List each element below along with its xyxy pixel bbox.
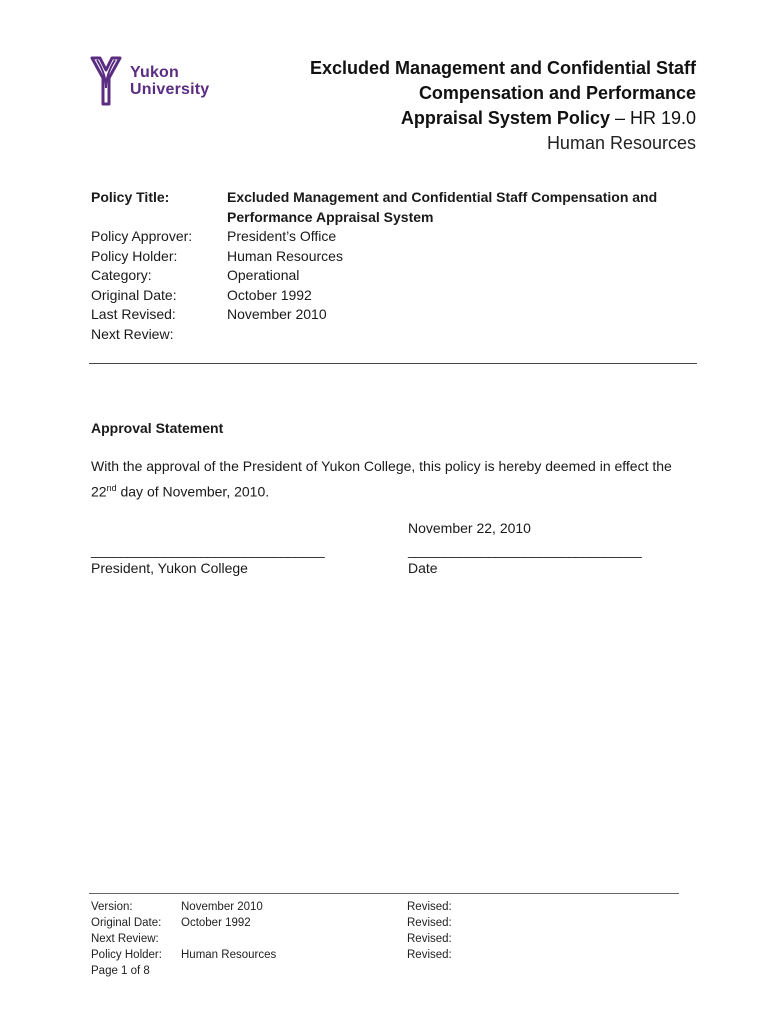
- title-line-3: [256, 106, 696, 131]
- footer-holder-label: Policy Holder:: [91, 949, 162, 961]
- policy-title-value-2: Performance Appraisal System: [227, 208, 434, 225]
- section-divider: [89, 363, 697, 364]
- footer-original-label: Original Date:: [91, 917, 162, 929]
- policy-title-value-1: Excluded Management and Confidential Staff Compensation and: [227, 189, 658, 205]
- footer-divider: [89, 893, 679, 894]
- logo-wordmark: [130, 64, 209, 98]
- footer-revised-label: Revised:: [407, 933, 452, 945]
- last-revised-label: Last Revised:: [91, 306, 176, 322]
- policy-meta-table: [91, 188, 691, 344]
- footer-row-page: [91, 963, 691, 979]
- meta-row-review: [91, 325, 691, 345]
- yukon-university-logo: [90, 56, 209, 106]
- footer-version-value: November 2010: [181, 901, 263, 913]
- footer-holder-value: Human Resources: [181, 949, 277, 961]
- president-signature-line: ________________________________: [91, 542, 325, 558]
- footer-original-value: October 1992: [181, 917, 251, 929]
- next-review-label: Next Review:: [91, 325, 174, 342]
- title-department: Human Resources: [546, 133, 696, 153]
- approval-day-suffix: nd: [106, 483, 117, 493]
- meta-row-revised: [91, 305, 691, 325]
- page-footer: [91, 899, 691, 979]
- approver-label: Policy Approver:: [91, 228, 193, 244]
- original-date-label: Original Date:: [91, 286, 177, 303]
- footer-revised-label: Revised:: [407, 901, 452, 913]
- approval-heading: Approval Statement: [91, 420, 224, 436]
- holder-value: Human Resources: [227, 247, 343, 264]
- date-label: Date: [408, 560, 438, 576]
- category-label: Category:: [91, 267, 152, 283]
- approval-text-2: day of November, 2010.: [116, 483, 270, 500]
- footer-version-label: Version:: [91, 901, 133, 913]
- footer-review-label: Next Review:: [91, 933, 159, 945]
- footer-row-review: [91, 931, 691, 947]
- last-revised-value: November 2010: [227, 306, 327, 322]
- approval-day: 22: [91, 483, 107, 500]
- policy-title-label: Policy Title:: [91, 189, 170, 205]
- footer-revised-label: Revised:: [407, 949, 452, 961]
- policy-title-value: [227, 188, 691, 227]
- page-number: Page 1 of 8: [91, 965, 150, 977]
- next-review-value: [227, 325, 691, 345]
- president-label: President, Yukon College: [91, 560, 248, 576]
- signature-date-value: November 22, 2010: [408, 520, 531, 536]
- footer-row-original: [91, 915, 691, 931]
- date-signature-line: ________________________________: [408, 542, 642, 558]
- footer-row-holder: [91, 947, 691, 963]
- title-line-2: Compensation and Performance: [418, 83, 696, 103]
- meta-row-original: [91, 286, 691, 306]
- meta-row-title: [91, 188, 691, 227]
- policy-code: – HR 19.0: [609, 108, 696, 128]
- footer-review-value: [181, 931, 407, 947]
- title-line-3-bold: Appraisal System Policy: [400, 108, 610, 128]
- title-line-1: Excluded Management and Confidential Staff: [309, 58, 696, 78]
- footer-revised-label: Revised:: [407, 917, 452, 929]
- logo-line-2: University: [130, 81, 210, 98]
- logo-line-1: Yukon: [130, 64, 180, 81]
- approval-text-1: With the approval of the President of Yukon College, this policy is hereby deemed in effect the: [91, 458, 672, 474]
- holder-label: Policy Holder:: [91, 247, 178, 264]
- meta-row-category: [91, 266, 691, 286]
- meta-row-approver: [91, 227, 691, 247]
- document-title: [256, 56, 696, 156]
- footer-row-version: [91, 899, 691, 915]
- original-date-value: October 1992: [227, 286, 312, 303]
- category-value: Operational: [227, 267, 300, 283]
- approver-value: President’s Office: [227, 228, 337, 244]
- yukon-leaf-logo-icon: [90, 56, 122, 106]
- meta-row-holder: [91, 247, 691, 267]
- approval-text: [91, 455, 701, 503]
